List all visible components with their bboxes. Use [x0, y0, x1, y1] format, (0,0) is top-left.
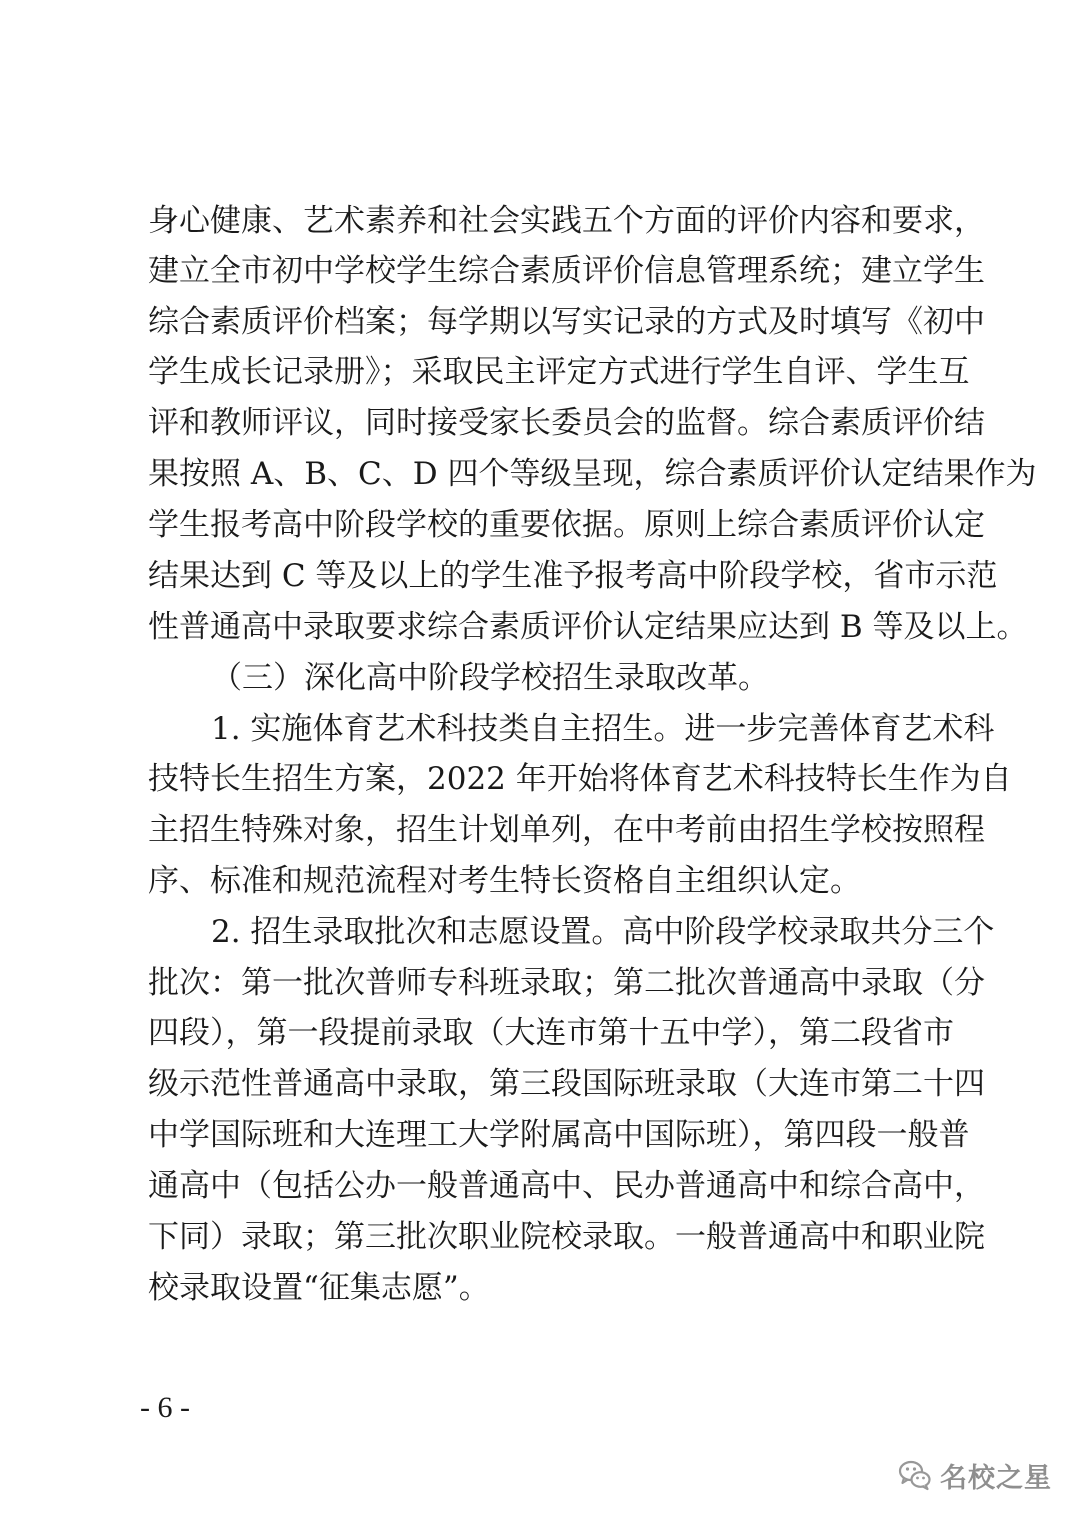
wechat-icon	[898, 1458, 932, 1492]
watermark-text: 名校之星	[940, 1462, 1052, 1494]
body-line: 序、标准和规范流程对考生特长资格自主组织认定。	[148, 863, 861, 899]
body-line: 性普通高中录取要求综合素质评价认定结果应达到 B 等及以上。	[148, 609, 1028, 645]
body-line: 身心健康、艺术素养和社会实践五个方面的评价内容和要求，	[148, 203, 985, 239]
body-line: 通高中（包括公办一般普通高中、民办普通高中和综合高中，	[148, 1168, 985, 1204]
body-line: 四段），第一段提前录取（大连市第十五中学），第二段省市	[148, 1015, 954, 1051]
body-line: 果按照 A、B、C、D 四个等级呈现，综合素质评价认定结果作为	[148, 456, 1037, 492]
body-line: 技特长生招生方案，2022 年开始将体育艺术科技特长生作为自	[148, 761, 1012, 797]
body-line: 评和教师评议，同时接受家长委员会的监督。综合素质评价结	[148, 405, 985, 441]
section-heading: （三）深化高中阶段学校招生录取改革。	[211, 660, 769, 696]
body-line: 中学国际班和大连理工大学附属高中国际班），第四段一般普	[148, 1117, 970, 1153]
body-line: 下同）录取；第三批次职业院校录取。一般普通高中和职业院	[148, 1219, 985, 1255]
body-line: 级示范性普通高中录取，第三段国际班录取（大连市第二十四	[148, 1066, 985, 1102]
body-line: 学生报考高中阶段学校的重要依据。原则上综合素质评价认定	[148, 507, 985, 543]
body-line: 批次：第一批次普师专科班录取；第二批次普通高中录取（分	[148, 965, 985, 1001]
body-line: 综合素质评价档案；每学期以写实记录的方式及时填写《初中	[148, 304, 985, 340]
body-line: 1. 实施体育艺术科技类自主招生。进一步完善体育艺术科	[211, 711, 995, 747]
body-line: 校录取设置“征集志愿”。	[148, 1270, 490, 1306]
page-number: - 6 -	[140, 1391, 190, 1424]
body-line: 2. 招生录取批次和志愿设置。高中阶段学校录取共分三个	[211, 914, 995, 950]
body-line: 建立全市初中学校学生综合素质评价信息管理系统；建立学生	[148, 253, 985, 289]
watermark	[898, 1455, 1052, 1495]
body-line: 学生成长记录册》；采取民主评定方式进行学生自评、学生互	[148, 354, 970, 390]
body-line: 主招生特殊对象，招生计划单列，在中考前由招生学校按照程	[148, 812, 985, 848]
body-line: 结果达到 C 等及以上的学生准予报考高中阶段学校，省市示范	[148, 558, 998, 594]
